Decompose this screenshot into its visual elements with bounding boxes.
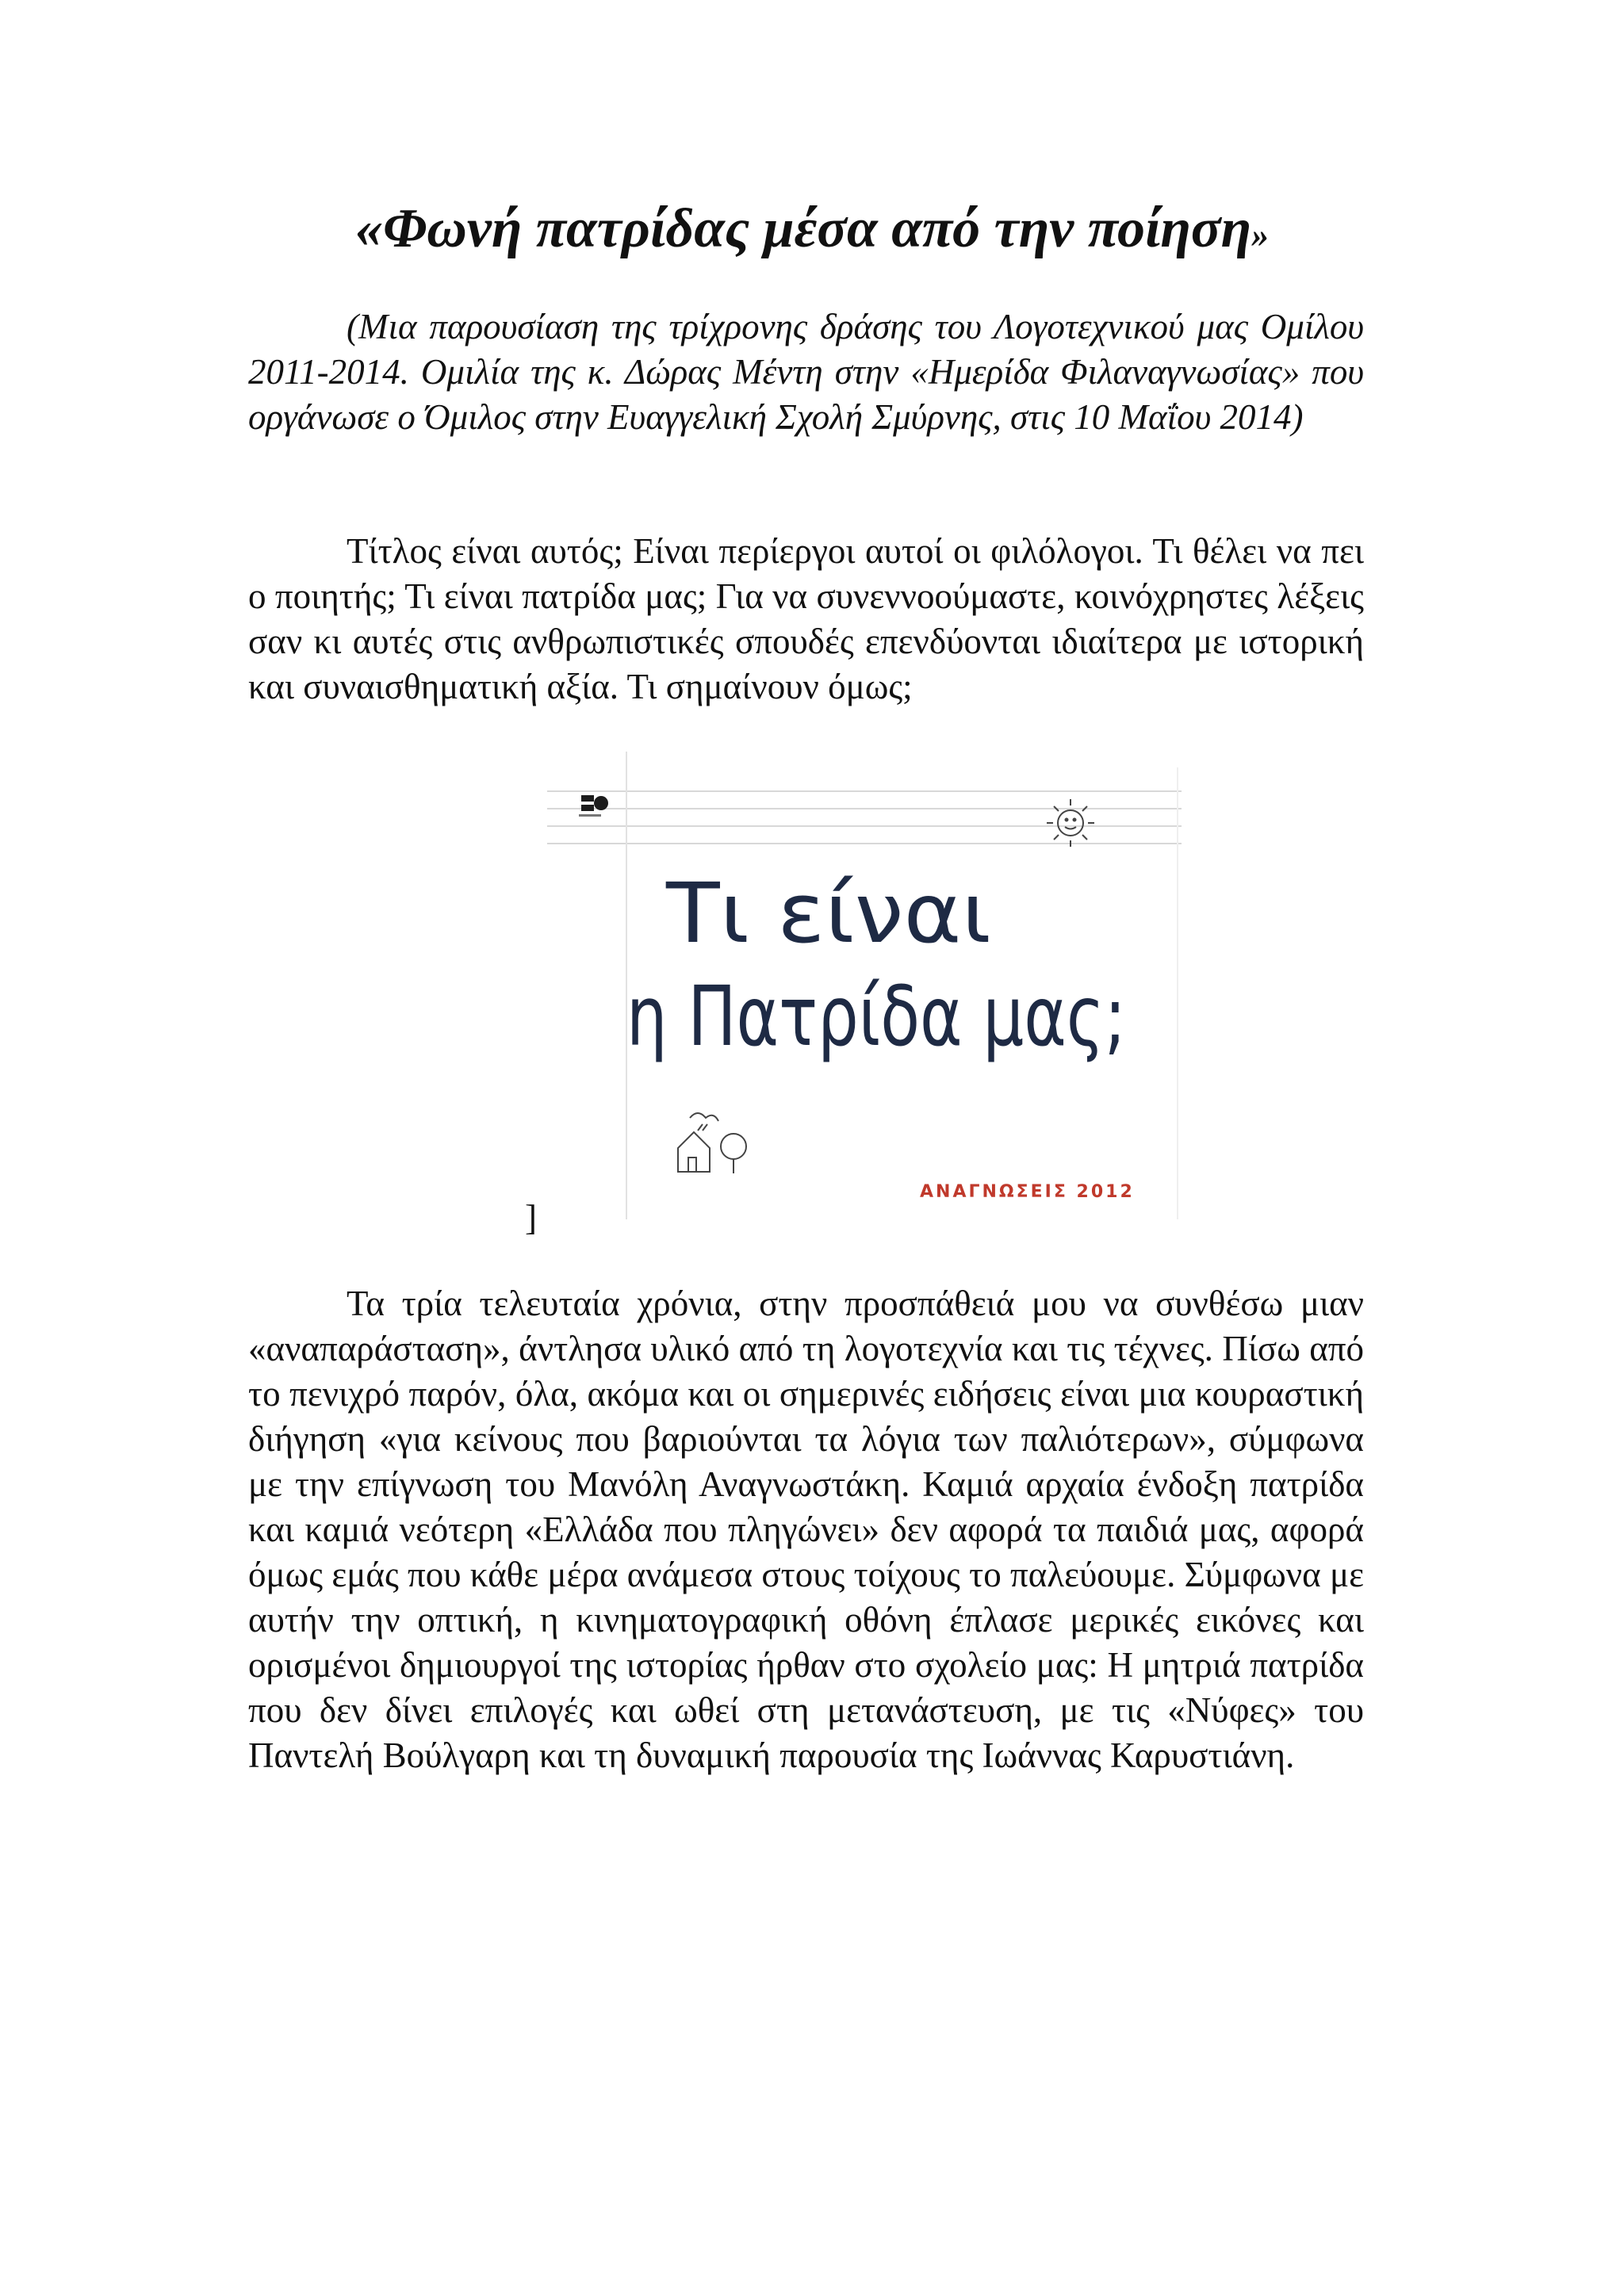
subtitle-text: (Μια παρουσίαση της τρίχρονης δράσης του Λογοτεχνικού μας Ομίλου 2011-2014. Ομιλία της κ. Δώρας Μέντη στην «Ημερίδα Φιλαναγνωσίας» που οργάνωσε ο Όμιλος στην Ευαγγελική Σχολή Σμύρνης, στις 10 Μαΐου 2014) — [248, 307, 1364, 437]
sun-icon — [1047, 799, 1094, 847]
book-cover-svg — [547, 752, 1182, 1219]
cover-handwritten-line1: Τι είναι — [665, 865, 991, 962]
stray-bracket: ] — [525, 1198, 537, 1238]
cover-series-label: ΑΝΑΓΝΩΣΕΙΣ 2012 — [920, 1182, 1135, 1202]
cover-handwritten-line2: η Πατρίδα μας; — [626, 968, 1126, 1065]
title-closing-quote: » — [1251, 216, 1269, 254]
book-cover-image — [547, 752, 1182, 1219]
body-text: Τα τρία τελευταία χρόνια, στην προσπάθειά μου να συνθέσω μιαν «αναπαράσταση», άντλησα υλικό από τη λογοτεχνία και τις τέχνες. Πίσω από το πενιχρό παρόν, όλα, ακόμα και οι σημερινές ειδήσεις είναι μια κουραστική διήγηση «για κείνους που βαριούνται τα λόγια των παλιότερων», σύμφωνα με την επίγνωση του Μανόλη Αναγνωστάκη. Καμιά αρχαία ένδοξη πατρίδα και καμιά νεότερη «Ελλάδα που πληγώνει» δεν αφορά τα παιδιά μας, αφορά όμως εμάς που κάθε μέρα ανάμεσα στους τοίχους το παλεύουμε. Σύμφωνα με αυτήν την οπτική, η κινηματογραφική οθόνη έπλασε μερικές εικόνες και ορισμένοι δημιουργοί της ιστορίας ήρθαν στο σχολείο μας: Η μητριά πατρίδα που δεν δίνει επιλογές και ωθεί στη μετανάστευση, με τις «Νύφες» του Παντελή Βούλγαρη και τη δυναμική παρουσία της Ιωάννας Καρυστιάνη. — [248, 1284, 1364, 1775]
title-text: «Φωνή πατρίδας μέσα από την ποίηση — [355, 198, 1251, 259]
publisher-logo — [579, 795, 608, 817]
body-paragraph — [248, 1281, 1364, 1778]
intro-text: Τίτλος είναι αυτός; Είναι περίεργοι αυτοί οι φιλόλογοι. Τι θέλει να πει ο ποιητής; Τι είναι πατρίδα μας; Για να συνεννοούμαστε, κοινόχρηστες λέξεις σαν κι αυτές στις ανθρωπιστικές σπουδές επενδύονται ιδιαίτερα με ιστορική και συναισθηματική αξία. Τι σημαίνουν όμως; — [248, 531, 1364, 706]
subtitle-paragraph — [248, 304, 1364, 440]
house-tree-icon — [678, 1113, 746, 1173]
intro-paragraph — [248, 529, 1364, 710]
document-title — [0, 198, 1624, 259]
